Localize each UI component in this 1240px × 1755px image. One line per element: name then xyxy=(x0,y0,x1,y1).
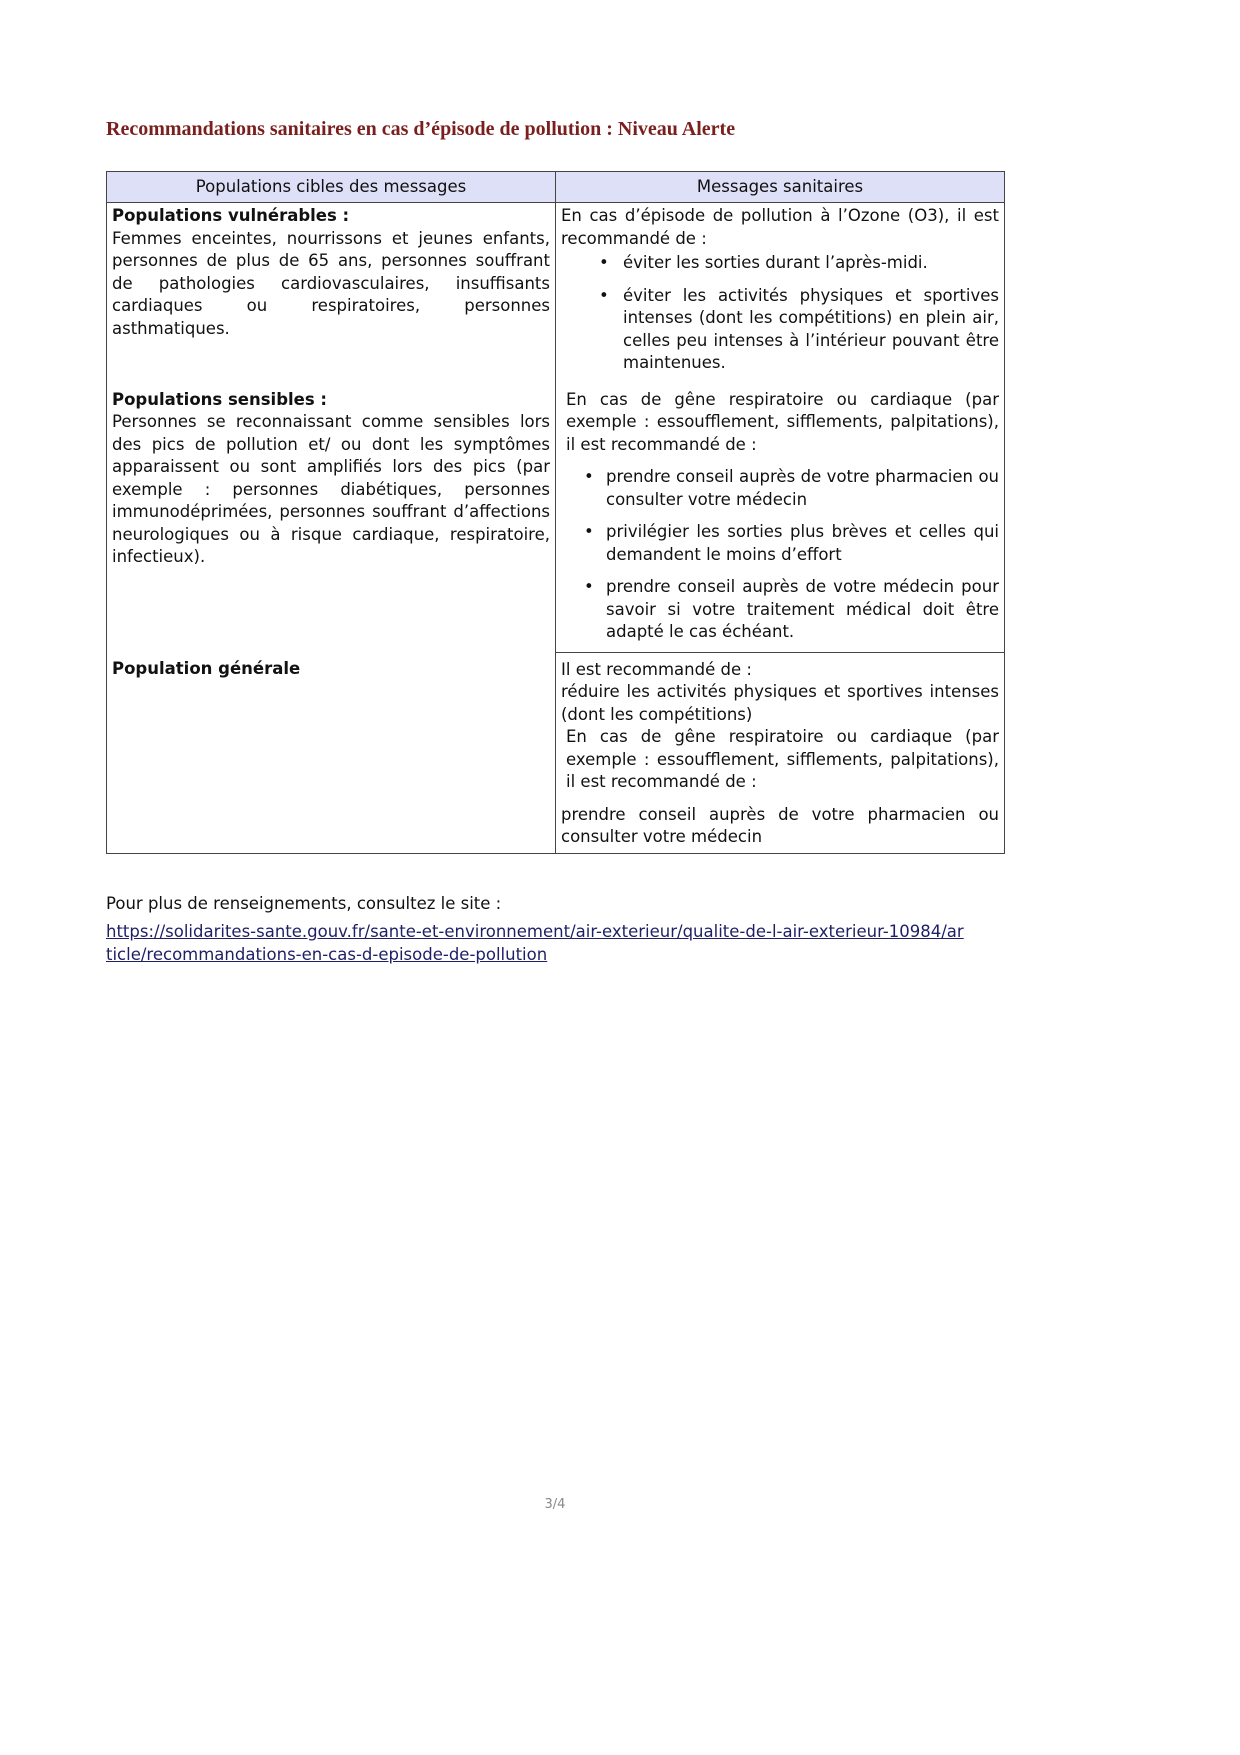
header-populations: Populations cibles des messages xyxy=(107,172,556,203)
list-item: • privilégier les sorties plus brèves et celles qui demandent le moins d’effort xyxy=(584,522,999,564)
cell-sensitive-message xyxy=(556,387,1005,653)
vulnerable-heading: Populations vulnérables : xyxy=(112,206,350,225)
cell-general-message xyxy=(556,652,1005,853)
cell-sensitive-population xyxy=(107,387,556,653)
vulnerable-bullet-list xyxy=(561,252,999,375)
bullet-icon: • xyxy=(584,467,594,486)
general-line-1: Il est recommandé de : xyxy=(561,659,752,679)
table-row-vulnerable xyxy=(107,203,1005,387)
bullet-icon: • xyxy=(599,253,609,272)
vulnerable-message-intro: En cas d’épisode de pollution à l’Ozone (O3), il est recommandé de : xyxy=(561,206,999,248)
bullet-icon: • xyxy=(584,577,594,596)
bullet-icon: • xyxy=(599,285,609,305)
cell-general-population xyxy=(107,652,556,853)
page-title: Recommandations sanitaires en cas d’épisode de pollution : Niveau Alerte xyxy=(106,118,736,140)
header-messages: Messages sanitaires xyxy=(556,172,1005,203)
cell-vulnerable-population xyxy=(107,203,556,387)
list-item: • éviter les sorties durant l’après-midi. xyxy=(561,252,999,275)
bullet-icon: • xyxy=(584,522,594,541)
cell-vulnerable-message xyxy=(556,203,1005,387)
table-row-sensitive xyxy=(107,387,1005,653)
sensitive-bullet-list xyxy=(566,466,999,644)
footer-text: Pour plus de renseignements, consultez le site : xyxy=(106,894,502,913)
sensitive-heading: Populations sensibles : xyxy=(112,389,328,409)
table-row-general xyxy=(107,652,1005,853)
general-line-4: prendre conseil auprès de votre pharmacien ou consulter votre médecin xyxy=(561,804,999,846)
list-item: • prendre conseil auprès de votre pharmacien ou consulter votre médecin xyxy=(584,467,999,509)
general-heading: Population générale xyxy=(112,659,301,678)
vulnerable-text: Femmes enceintes, nourrissons et jeunes enfants, personnes de plus de 65 ans, personnes souffrant de pathologies cardiovasculaires, insuffisants cardiaques ou respiratoires, personnes asthmatiques. xyxy=(112,228,550,338)
general-line-2: réduire les activités physiques et sportives intenses (dont les compétitions) xyxy=(561,682,999,724)
sensitive-message-intro: En cas de gêne respiratoire ou cardiaque (par exemple : essoufflement, sifflements, palpitations), il est recommandé de : xyxy=(566,389,999,454)
list-item: • prendre conseil auprès de votre médecin pour savoir si votre traitement médical doit être adapté le cas échéant. xyxy=(584,577,999,641)
list-item: • éviter les activités physiques et sportives intenses (dont les compétitions) en plein air, celles peu intenses à l’intérieur pouvant être maintenues. xyxy=(599,285,999,372)
sensitive-text: Personnes se reconnaissant comme sensibles lors des pics de pollution et/ ou dont les symptômes apparaissent ou sont amplifiés lors des pics (par exemple : personnes diabétiques, personnes immunodéprimées, personnes souffrant d’affections neurologiques ou à risque cardiaque, respiratoire, infectieux). xyxy=(112,412,550,566)
info-link[interactable]: https://solidarites-sante.gouv.fr/sante-et-environnement/air-exterieur/qualite-de-l-air-exterieur-10984/article/recommandations-en-cas-d-episode-de-pollution xyxy=(106,922,964,964)
general-line-3: En cas de gêne respiratoire ou cardiaque (par exemple : essoufflement, sifflements, palpitations), il est recommandé de : xyxy=(566,727,999,791)
page-number: 3/4 xyxy=(544,1497,566,1512)
recommendations-table xyxy=(106,171,1005,854)
table-header-row xyxy=(107,172,1005,203)
